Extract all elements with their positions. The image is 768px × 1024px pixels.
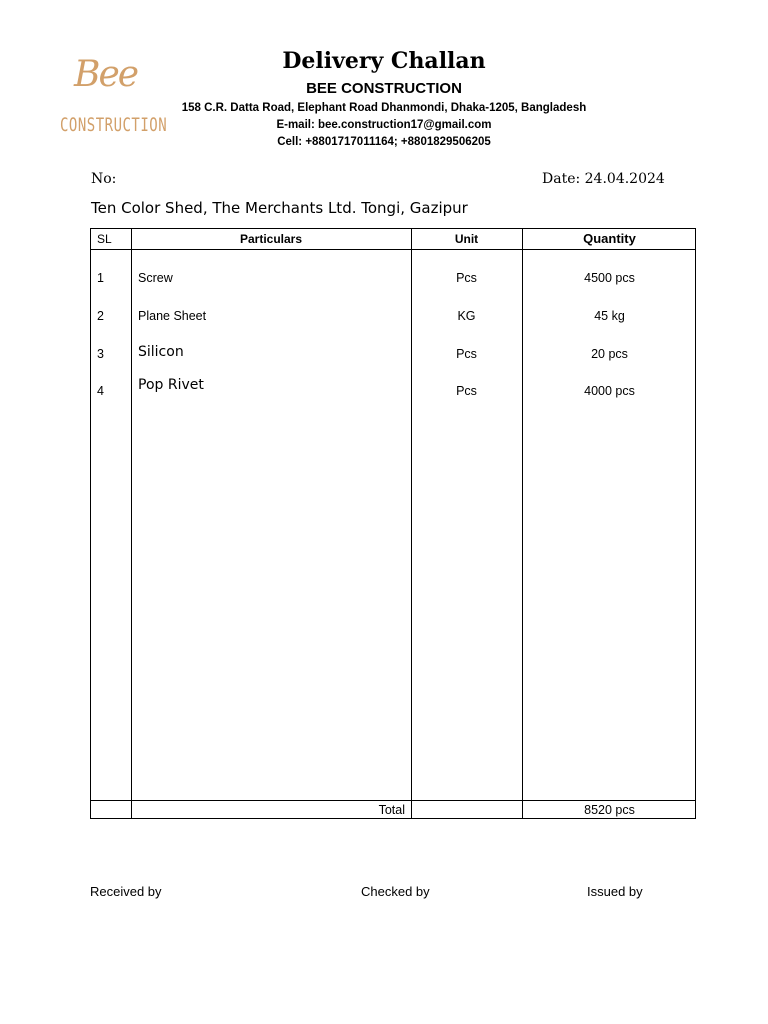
recipient-line: Ten Color Shed, The Merchants Ltd. Tongi, Gazipur — [91, 199, 468, 217]
row-sl: 4 — [97, 384, 104, 398]
column-header-particulars: Particulars — [239, 232, 303, 246]
row-sl: 1 — [97, 271, 104, 285]
row-particulars: Silicon — [138, 344, 184, 360]
company-cell: Cell: +8801717011164; +8801829506205 — [277, 136, 491, 148]
row-quantity: 4500 pcs — [584, 271, 635, 285]
row-sl: 3 — [97, 347, 104, 361]
column-header-unit: Unit — [454, 232, 479, 246]
row-unit: Pcs — [456, 271, 477, 285]
received-by-label: Received by — [90, 884, 162, 899]
row-particulars: Screw — [138, 271, 173, 285]
row-quantity: 4000 pcs — [584, 384, 635, 398]
checked-by-label: Checked by — [361, 884, 430, 899]
total-quantity: 8520 pcs — [584, 803, 635, 817]
company-logo-script: Bee — [74, 54, 138, 95]
document-title: Delivery Challan — [282, 48, 486, 74]
row-quantity: 20 pcs — [591, 347, 628, 361]
row-unit: Pcs — [456, 347, 477, 361]
challan-date: Date: 24.04.2024 — [542, 171, 665, 187]
company-name: BEE CONSTRUCTION — [306, 80, 462, 97]
items-table — [90, 228, 696, 819]
row-particulars: Pop Rivet — [138, 377, 204, 393]
total-label: Total — [378, 803, 405, 817]
column-header-sl: SL — [97, 232, 112, 246]
row-quantity: 45 kg — [594, 309, 625, 323]
row-unit: Pcs — [456, 384, 477, 398]
challan-number-label: No: — [91, 171, 117, 187]
issued-by-label: Issued by — [587, 884, 643, 899]
company-address: 158 C.R. Datta Road, Elephant Road Dhanmondi, Dhaka-1205, Bangladesh — [181, 102, 587, 114]
column-header-quantity: Quantity — [583, 231, 636, 246]
company-logo-word: CONSTRUCTION — [60, 115, 168, 137]
row-particulars: Plane Sheet — [138, 309, 207, 323]
company-email: E-mail: bee.construction17@gmail.com — [276, 119, 492, 131]
row-unit: KG — [457, 309, 476, 323]
row-sl: 2 — [97, 309, 104, 323]
